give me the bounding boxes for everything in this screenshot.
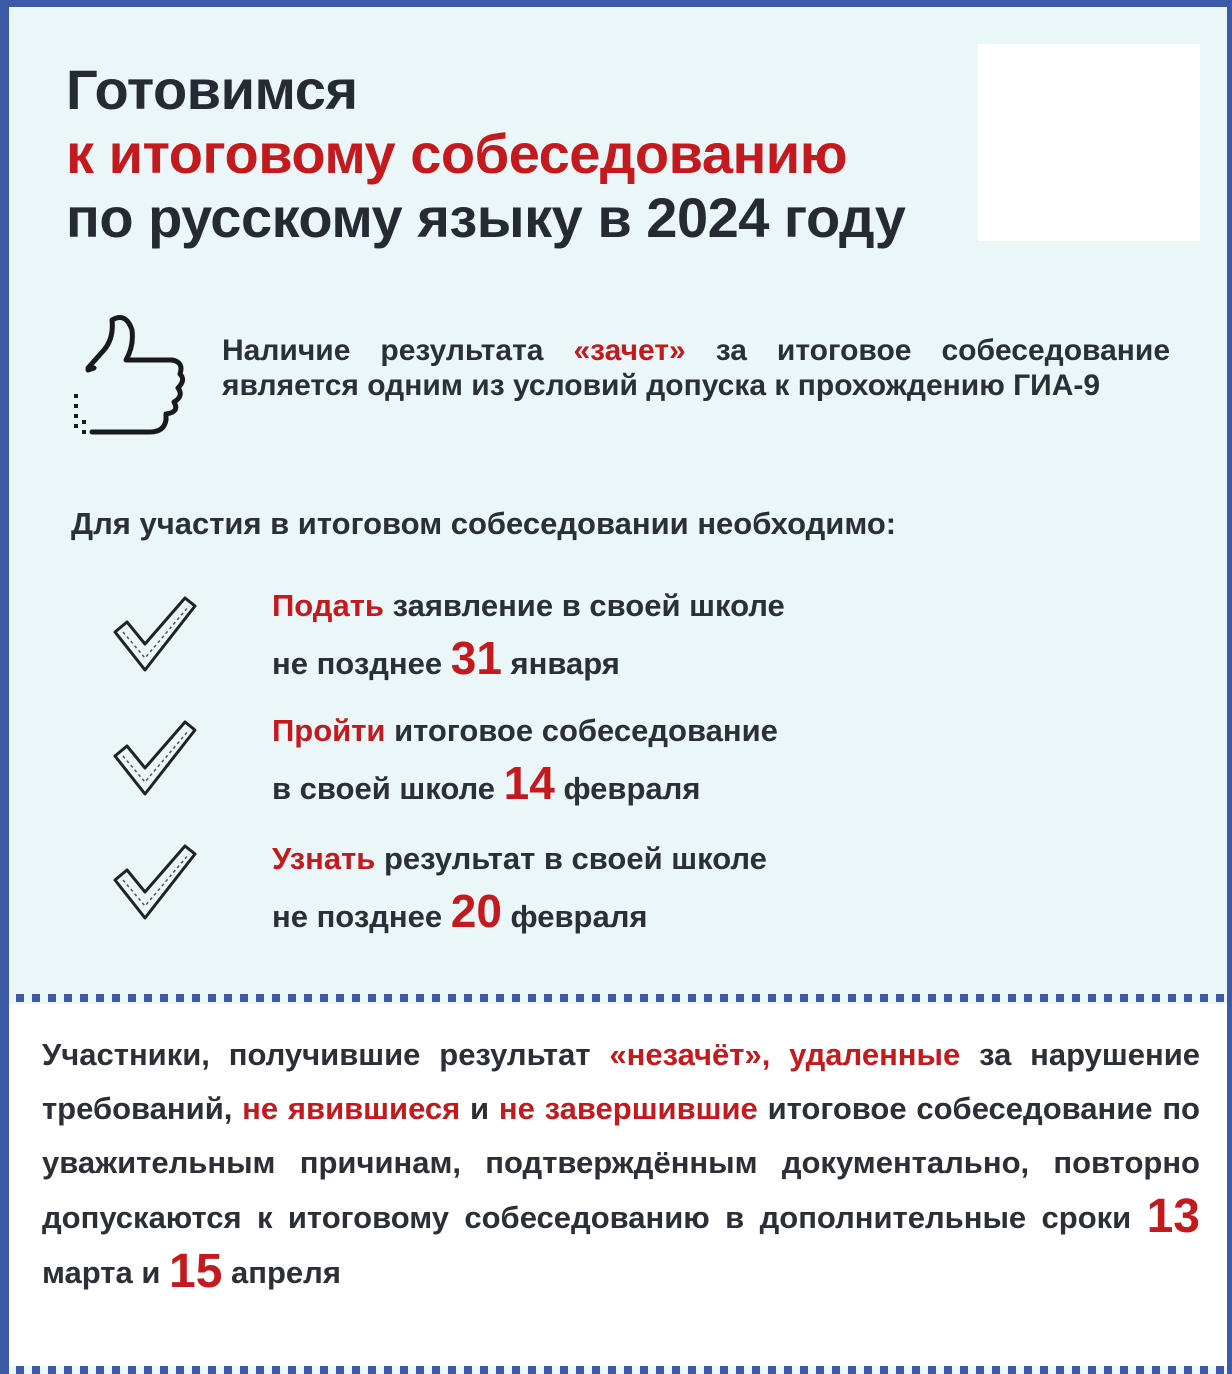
title-line-2: к итоговому собеседованию: [66, 122, 848, 185]
step-date-number: 14: [503, 757, 555, 809]
intro-part-1: Наличие результата: [222, 334, 574, 367]
footer-text-part: Участники, получившие результат: [42, 1037, 610, 1072]
step-date-number: 20: [450, 885, 502, 937]
step-month: января: [501, 646, 620, 681]
step-text: результат в своей школе: [375, 841, 767, 876]
footer-highlight: не завершившие: [498, 1091, 758, 1126]
step-date-number: 31: [450, 632, 502, 684]
blank-panel: [978, 44, 1200, 241]
step-3: [272, 833, 972, 943]
step-month: февраля: [554, 771, 701, 806]
footer-text: [42, 1028, 1200, 1300]
footer-date-number: 13: [1146, 1190, 1200, 1243]
step-text: в своей школе: [272, 771, 504, 806]
step-text: итоговое собеседование: [385, 713, 778, 748]
intro-part-2: за итоговое собеседование является одним из условий допуска к прохождению ГИА-9: [222, 334, 1171, 402]
step-text: заявление в своей школе: [383, 588, 785, 623]
checkmark-icon: [111, 594, 197, 674]
step-verb: Пройти: [272, 713, 386, 748]
title-line-3: по русскому языку в 2024 году: [66, 186, 906, 249]
footer-text-part: марта и: [42, 1255, 169, 1290]
thumbs-up-icon: [68, 310, 188, 445]
step-text: не позднее: [272, 899, 451, 934]
dotted-divider: [0, 1366, 1232, 1374]
page-title: [66, 58, 905, 250]
footer-text-part: итоговое собеседование по уважительным причинам, подтверждённым документально, повторно допускаются к итоговому собеседованию в дополнительные сроки: [42, 1091, 1200, 1235]
checkmark-icon: [111, 718, 197, 798]
intro-highlight: «зачет»: [573, 334, 686, 367]
requirements-title: Для участия в итоговом собеседовании необходимо:: [71, 506, 897, 541]
step-month: февраля: [501, 899, 648, 934]
intro-text: [222, 333, 1170, 403]
dotted-divider: [0, 994, 1232, 1002]
step-text: не позднее: [272, 646, 451, 681]
step-verb: Подать: [272, 588, 384, 623]
footer-date-number: 15: [169, 1245, 223, 1298]
footer-text-part: и: [460, 1091, 499, 1126]
footer-highlight: «незачёт», удаленные: [609, 1037, 961, 1072]
footer-text-part: апреля: [222, 1255, 341, 1290]
step-1: [272, 580, 972, 690]
checkmark-icon: [111, 842, 197, 922]
title-line-1: Готовимся: [66, 58, 358, 121]
step-2: [272, 705, 972, 815]
step-verb: Узнать: [272, 841, 376, 876]
footer-highlight: не явившиеся: [242, 1091, 461, 1126]
footer-text-part: за нарушение требований,: [42, 1037, 1201, 1126]
